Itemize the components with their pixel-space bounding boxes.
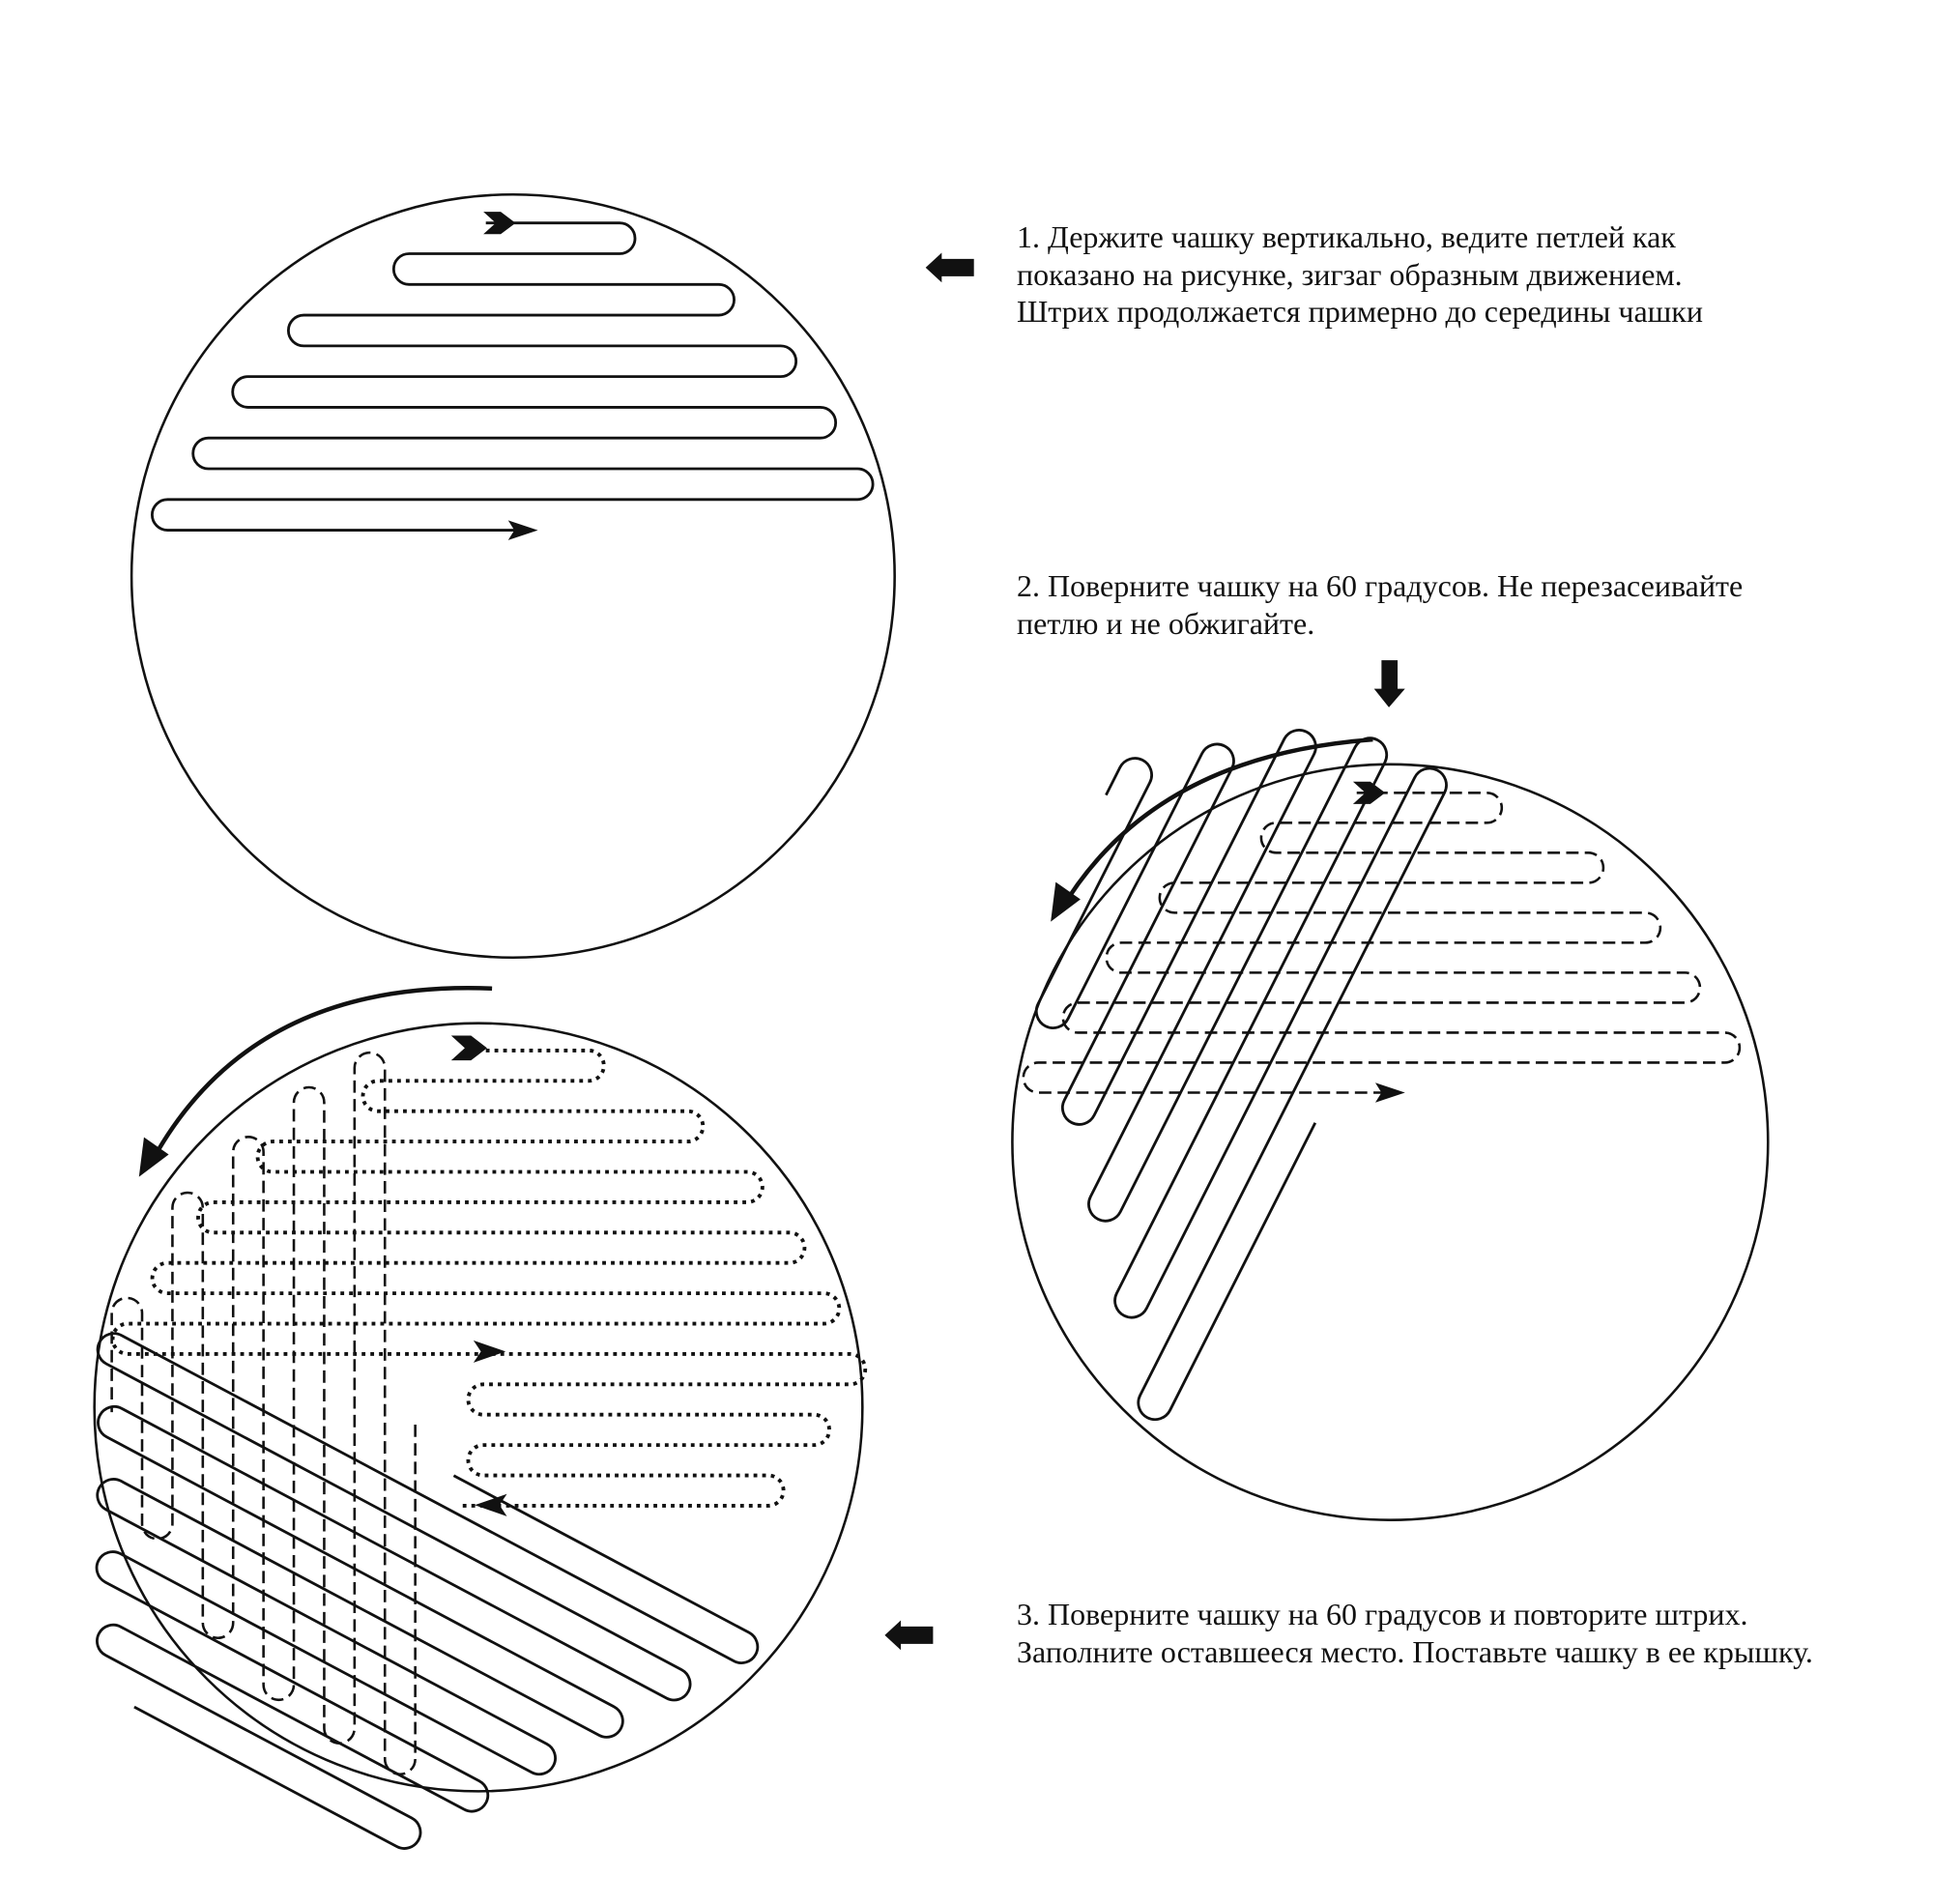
- streak-1-dashed-zigzag: [1024, 793, 1740, 1092]
- down-arrow-icon: [1374, 660, 1405, 707]
- streak-3-diagonal-zigzag: [0, 1299, 764, 1904]
- step-1-line: 1. Держите чашку вертикально, ведите петлей как: [1017, 219, 1676, 254]
- left-arrow-icon: [926, 252, 974, 282]
- petri-dish-2: [1012, 764, 1768, 1520]
- instruction-step-2: [1017, 567, 1743, 642]
- petri-dish-3: [95, 1024, 863, 1792]
- step-2-line: 2. Поверните чашку на 60 градусов. Не перезасеивайте: [1017, 568, 1744, 603]
- instruction-step-1: [1017, 218, 1703, 331]
- end-arrowhead-icon: [474, 1341, 505, 1363]
- streak-1-zigzag: [152, 223, 873, 531]
- start-chevron-icon: [451, 1036, 487, 1061]
- rotation-arc-arrow-2: [1060, 739, 1372, 910]
- step-2-line: петлю и не обжигайте.: [1017, 605, 1315, 641]
- petri-dish-1: [131, 194, 895, 958]
- step-1-line: показано на рисунке, зигзаг образным движением.: [1017, 256, 1683, 292]
- end-arrowhead-icon: [475, 1494, 506, 1516]
- step-3-line: Заполните оставшееся место. Поставьте чашку в ее крышку.: [1017, 1633, 1813, 1669]
- step-3-line: 3. Поверните чашку на 60 градусов и повторите штрих.: [1017, 1597, 1748, 1631]
- rotation-arc-arrow-3: [149, 988, 492, 1167]
- instruction-step-3: [1017, 1596, 1813, 1670]
- step-1-line: Штрих продолжается примерно до середины чашки: [1017, 294, 1703, 329]
- left-arrow-icon: [884, 1620, 933, 1650]
- streak-2-diagonal-zigzag: [864, 642, 1482, 1425]
